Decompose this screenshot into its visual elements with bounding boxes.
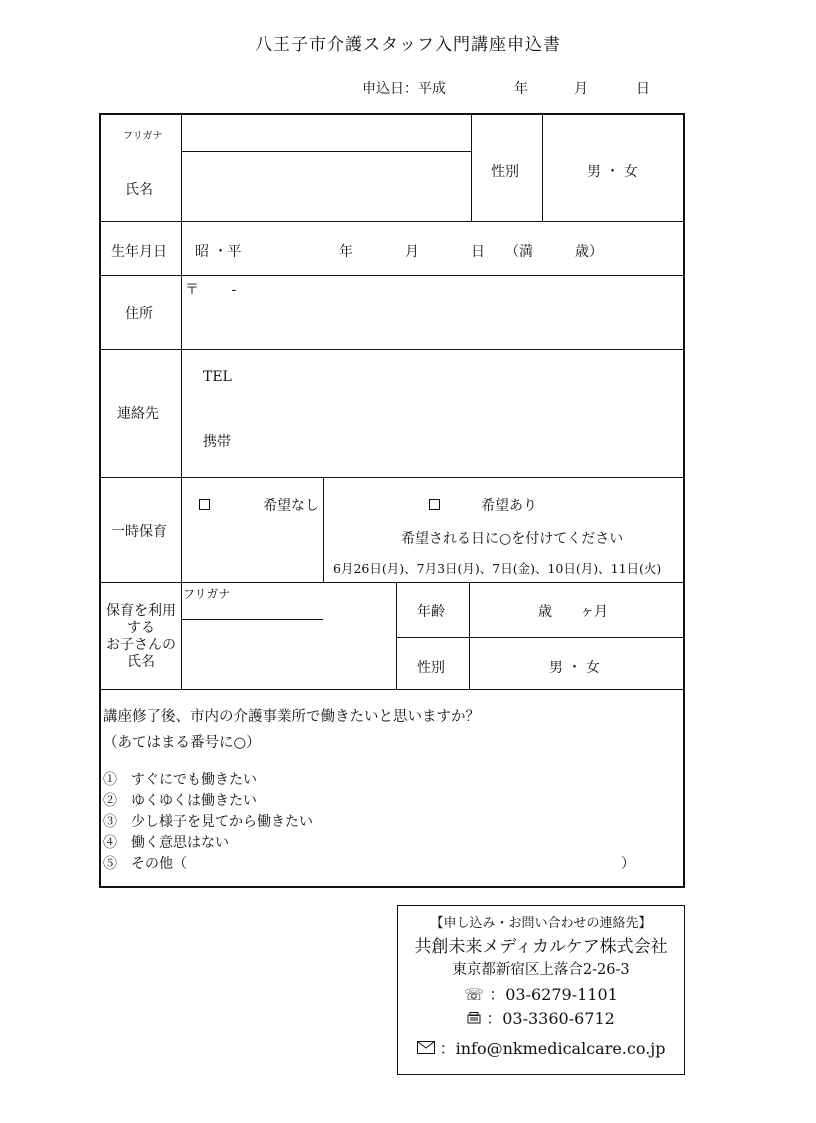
application-date-year: 年: [514, 81, 528, 97]
contact-label: 連絡先: [117, 406, 159, 422]
gender-label: 性別: [491, 164, 519, 180]
phone-line[interactable]: [398, 982, 684, 1005]
child-gender-label: 性別: [417, 660, 445, 676]
fax-icon: [467, 1009, 481, 1028]
email-line[interactable]: [398, 1036, 684, 1059]
child-label-line: 保育を利用: [106, 603, 176, 619]
row-divider: [101, 477, 683, 478]
company-address: 東京都新宿区上落合2-26-3: [452, 962, 630, 978]
phone-number: ：03-6279-1101: [489, 985, 618, 1004]
name-label: 氏名: [125, 182, 153, 198]
age-close: 歳）: [575, 244, 603, 260]
child-furigana-underline: [181, 619, 323, 620]
gender-options[interactable]: 男 ・ 女: [587, 164, 638, 180]
child-label-line: 氏名: [127, 654, 155, 670]
birthdate-year: 年: [339, 244, 353, 260]
envelope-icon: [417, 1039, 435, 1058]
email-address: ：info@nkmedicalcare.co.jp: [439, 1039, 666, 1058]
application-date-label: 申込日：平成: [362, 81, 446, 97]
column-divider: [471, 115, 472, 221]
row-divider: [101, 275, 683, 276]
option-5-close: ）: [621, 856, 635, 872]
application-date-month: 月: [574, 81, 588, 97]
child-label-line: する: [127, 620, 155, 636]
employment-question: 講座修了後、市内の介護事業所で働きたいと思いますか？: [103, 709, 480, 725]
option-4[interactable]: ④ 働く意思はない: [103, 835, 229, 851]
birthdate-day: 日: [471, 244, 485, 260]
application-date-day: 日: [636, 81, 650, 97]
phone-icon: ☏: [464, 985, 485, 1004]
column-divider: [542, 115, 543, 221]
option-2[interactable]: ② ゆくゆくは働きたい: [103, 793, 257, 809]
row-divider: [396, 637, 683, 638]
child-gender-options[interactable]: 男 ・ 女: [549, 660, 600, 676]
birthdate-label: 生年月日: [111, 244, 167, 260]
birthdate-era[interactable]: 昭 ・平: [195, 244, 242, 260]
tel-label: TEL: [203, 369, 232, 385]
employment-question-note: （あてはまる番号に○）: [103, 735, 261, 751]
column-divider: [396, 582, 397, 689]
child-furigana-label: フリガナ: [183, 587, 231, 601]
postal-code-mark: 〒 -: [185, 282, 237, 298]
address-label: 住所: [125, 306, 153, 322]
option-3[interactable]: ③ 少し様子を見てから働きたい: [103, 814, 313, 830]
child-age-value: 歳 ヶ月: [538, 604, 608, 620]
furigana-underline: [181, 151, 471, 152]
mobile-label: 携帯: [203, 434, 231, 450]
child-age-label: 年齢: [417, 604, 445, 620]
contact-heading: 【申し込み・お問い合わせの連絡先】: [430, 916, 652, 931]
form-title: 八王子市介護スタッフ入門講座申込書: [255, 35, 561, 55]
fax-line[interactable]: [398, 1006, 684, 1029]
age-open: （満: [505, 244, 533, 260]
no-wish-label: 希望なし: [263, 498, 319, 514]
wish-checkbox[interactable]: [429, 499, 440, 510]
child-label-line: お子さんの: [106, 637, 176, 653]
contact-box: [397, 905, 685, 1075]
option-5[interactable]: ⑤ その他（: [103, 856, 187, 872]
row-divider: [101, 221, 683, 222]
birthdate-month: 月: [405, 244, 419, 260]
column-divider: [469, 582, 470, 689]
column-divider: [323, 477, 324, 582]
row-divider: [101, 689, 683, 690]
row-divider: [101, 349, 683, 350]
company-name: 共創未来メディカルケア株式会社: [414, 937, 668, 957]
furigana-label: フリガナ: [123, 131, 163, 142]
option-1[interactable]: ① すぐにでも働きたい: [103, 772, 257, 788]
row-divider: [323, 582, 683, 583]
childcare-label: 一時保育: [111, 524, 167, 540]
childcare-dates[interactable]: 6月26日(月)、7月3日(月)、7日(金)、10日(月)、11日(火): [333, 561, 662, 576]
childcare-instruction: 希望される日に○を付けてください: [401, 531, 624, 547]
fax-number: ：03-3360-6712: [486, 1009, 615, 1028]
child-name-label: [101, 603, 181, 671]
label-column-divider: [181, 115, 182, 689]
wish-label: 希望あり: [481, 498, 537, 514]
application-form-table: [99, 113, 685, 888]
no-wish-checkbox[interactable]: [199, 499, 210, 510]
